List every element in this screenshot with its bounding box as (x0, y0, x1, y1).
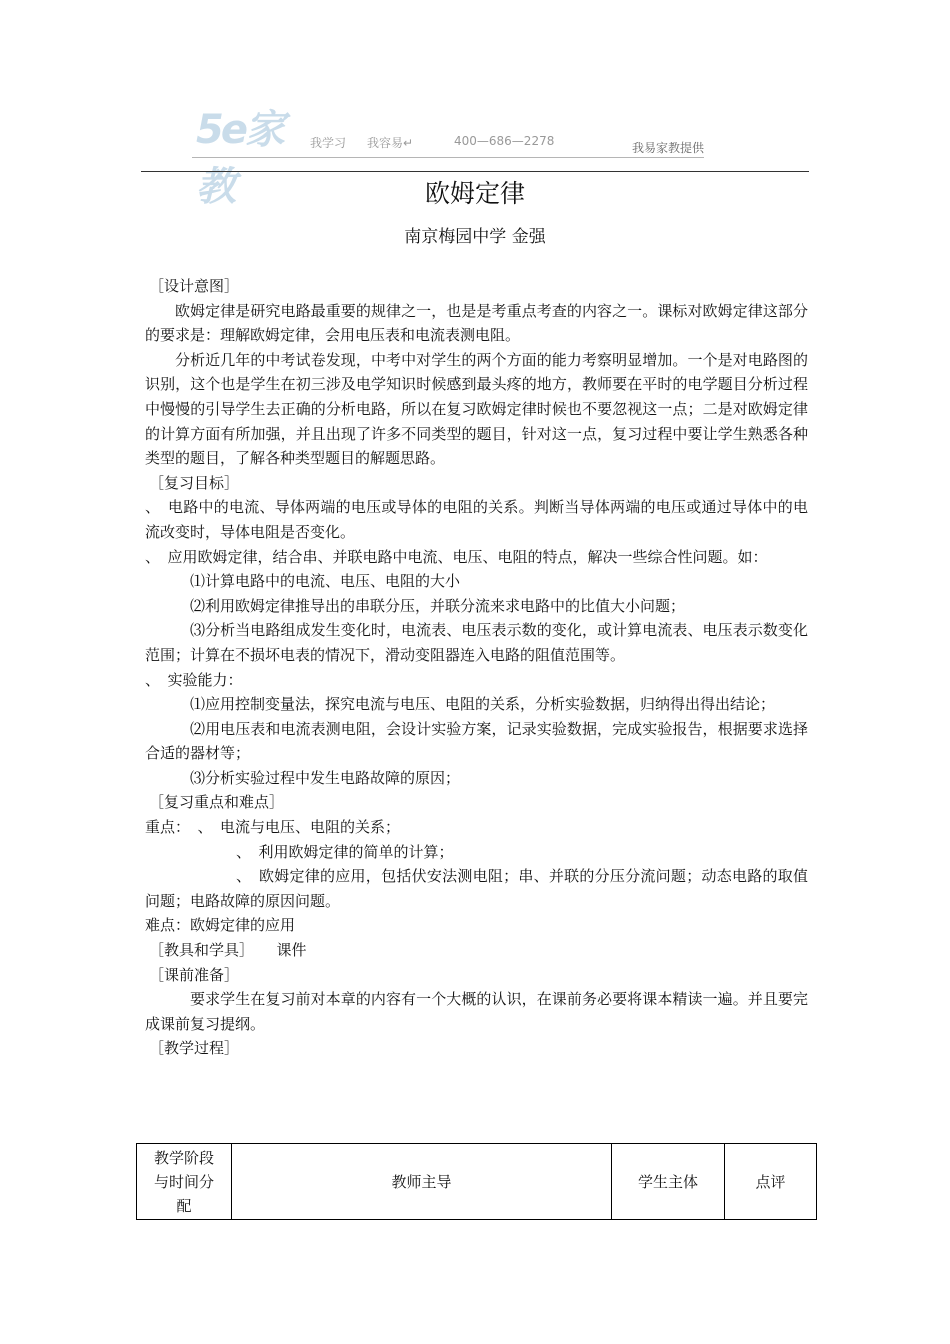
goal-subitem-3-1: ⑴应用控制变量法，探究电流与电压、电阻的关系，分析实验数据，归纳得出得出结论； (190, 695, 776, 714)
logo-mark: 5e家教 (196, 107, 282, 210)
teaching-process-table (136, 1143, 817, 1220)
header-slogan-2: 我容易↵ (367, 136, 414, 150)
stage-line-2: 与时间分 (153, 1172, 214, 1191)
goal-subitem-2-3: ⑶分析当电路组成发生变化时，电流表、电压表示数的变化，或计算电流表、电压表示数变化范围；计算在不损坏电表的情况下，滑动变阻器连入电路的阻值范围等。 (145, 621, 808, 664)
title-rule (141, 171, 809, 172)
header-provider: 我易家教提供 (631, 141, 704, 155)
document-body (145, 274, 808, 1061)
header-cell-comment: 点评 (725, 1144, 817, 1220)
page-title: 欧姆定律 (424, 179, 525, 208)
prep-paragraph: 要求学生在复习前对本章的内容有一个大概的认识，在课前务必要将课本精读一遍。并且要完成课前复习提纲。 (145, 990, 808, 1033)
goal-subitem-3-3: ⑶分析实验过程中发生电路故障的原因； (190, 768, 461, 787)
key-point-1: 重点： 、 电流与电压、电阻的关系； (145, 818, 401, 837)
header-cell-student: 学生主体 (612, 1144, 725, 1220)
section-heading-key-points: ［复习重点和难点］ (149, 793, 285, 812)
key-point-3: 、 欧姆定律的应用，包括伏安法测电阻；串、并联的分压分流问题；动态电路的取值问题；电路故障的原因问题。 (145, 867, 808, 910)
design-paragraph-1: 欧姆定律是研究电路最重要的规律之一，也是是考重点考查的内容之一。课标对欧姆定律这部分的要求是：理解欧姆定律，会用电压表和电流表测电阻。 (145, 301, 808, 345)
section-heading-process: ［教学过程］ (149, 1039, 240, 1058)
goal-subitem-2-2: ⑵利用欧姆定律推导出的串联分压，并联分流来求电路中的比值大小问题； (190, 596, 686, 615)
section-heading-design: ［设计意图］ (149, 277, 240, 295)
header-cell-stage (137, 1144, 232, 1220)
stage-line-1: 教学阶段 (153, 1148, 214, 1167)
goal-item-2: 、 应用欧姆定律，结合串、并联电路中电流、电压、电阻的特点，解决一些综合性问题。如： (145, 547, 768, 566)
key-point-2: 、 利用欧姆定律的简单的计算； (236, 842, 454, 861)
header-slogan-1: 我学习 (310, 136, 347, 150)
difficulty-line: 难点：欧姆定律的应用 (145, 916, 296, 935)
author-line: 南京梅园中学 金强 (404, 227, 546, 247)
goal-subitem-2-1: ⑴计算电路中的电流、电压、电阻的大小 (190, 572, 461, 591)
header-phone: 400—686—2278 (454, 134, 555, 148)
goal-subitem-3-2: ⑵用电压表和电流表测电阻，会设计实验方案，记录实验数据，完成实验报告，根据要求选择合适的器材等； (145, 719, 808, 763)
goal-item-3: 、 实验能力： (145, 670, 243, 689)
goal-item-1: 、 电路中的电流、导体两端的电压或导体的电阻的关系。判断当导体两端的电压或通过导体中的电流改变时，导体电阻是否变化。 (145, 498, 808, 541)
design-paragraph-2: 分析近几年的中考试卷发现，中考中对学生的两个方面的能力考察明显增加。一个是对电路图的识别，这个也是学生在初三涉及电学知识时候感到最头疼的地方，教师要在平时的电学题目分析过程中慢慢的引导学生去正确的分析电路，所以在复习欧姆定律时候也不要忽视这一点；二是对欧姆定律的计算方面有所加强，并且出现了许多不同类型的题目，针对这一点，复习过程中要让学生熟悉各种类型的题目，了解各种类型题目的解题思路。 (145, 350, 808, 468)
table-row (137, 1144, 817, 1220)
section-heading-goals: ［复习目标］ (149, 473, 240, 492)
stage-line-3: 配 (176, 1196, 192, 1215)
header-rule (192, 157, 704, 158)
header-cell-teacher: 教师主导 (232, 1144, 612, 1220)
section-tools: ［教具和学具］ 课件 (149, 941, 307, 960)
logo (192, 96, 310, 210)
section-heading-prep: ［课前准备］ (149, 965, 240, 984)
